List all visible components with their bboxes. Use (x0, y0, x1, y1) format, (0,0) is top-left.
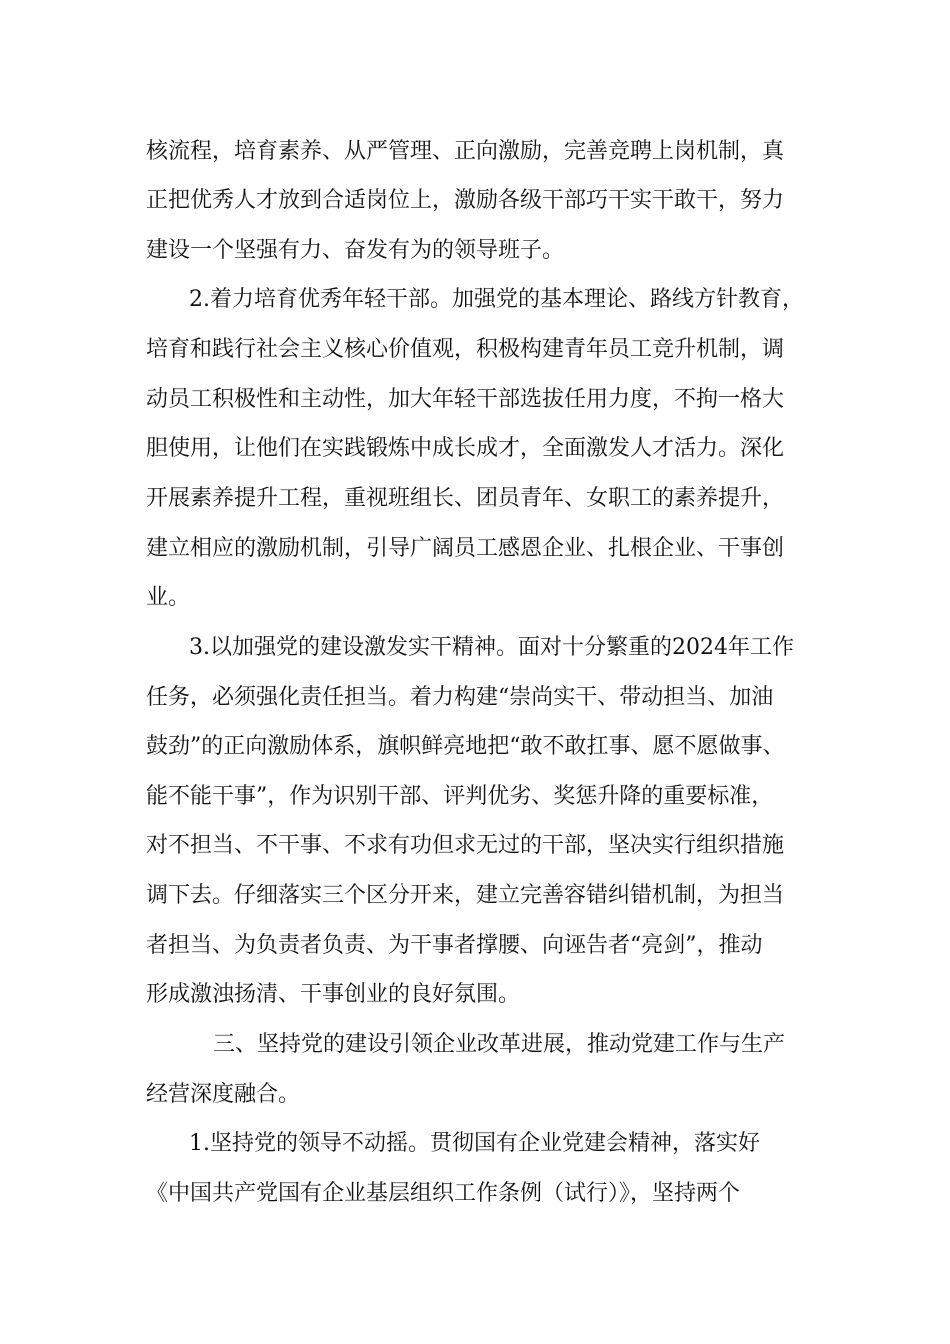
text-line: 正把优秀人才放到合适岗位上，激励各级干部巧干实干敢干，努力 (146, 188, 785, 213)
text-line: 3.以加强党的建设激发实干精神。面对十分繁重的2024年工作 (189, 635, 794, 660)
text-line: 建设一个坚强有力、奋发有为的领导班子。 (146, 238, 565, 263)
text-line: 《中国共产党国有企业基层组织工作条例（试行）》，坚持两个 (146, 1181, 741, 1206)
text-line: 任务，必须强化责任担当。着力构建“崇尚实干、带动担当、加油 (146, 685, 774, 710)
text-line: 业。 (146, 585, 191, 610)
text-line: 者担当、为负责者负责、为干事者撑腰、向诬告者“亮剑”，推动 (146, 933, 763, 958)
text-line: 动员工积极性和主动性，加大年轻干部选拔任用力度，不拘一格大 (146, 387, 785, 412)
text-line: 胆使用，让他们在实践锻炼中成长成才，全面激发人才活力。深化 (146, 436, 785, 461)
text-line: 核流程，培育素养、从严管理、正向激励，完善竞聘上岗机制，真 (146, 139, 785, 164)
text-line: 形成激浊扬清、干事创业的良好氛围。 (146, 982, 521, 1007)
section-heading: 经营深度融合。 (146, 1082, 301, 1107)
text-line: 能不能干事”，作为识别干部、评判优劣、奖惩升降的重要标准， (146, 784, 774, 809)
text-line: 培育和践行社会主义核心价值观，积极构建青年员工竞升机制，调 (146, 337, 785, 362)
text-line: 2.着力培育优秀年轻干部。加强党的基本理论、路线方针教育， (189, 287, 804, 312)
section-heading: 三、坚持党的建设引领企业改革进展，推动党建工作与生产 (213, 1032, 786, 1057)
text-line: 调下去。仔细落实三个区分开来，建立完善容错纠错机制，为担当 (146, 883, 785, 908)
text-line: 1.坚持党的领导不动摇。贯彻国有企业党建会精神，落实好 (189, 1131, 760, 1156)
text-line: 开展素养提升工程，重视班组长、团员青年、女职工的素养提升， (146, 486, 785, 511)
text-line: 建立相应的激励机制，引导广阔员工感恩企业、扎根企业、干事创 (146, 536, 785, 561)
text-line: 对不担当、不干事、不求有功但求无过的干部，坚决实行组织措施 (146, 833, 785, 858)
text-line: 鼓劲”的正向激励体系，旗帜鲜亮地把“敢不敢扛事、愿不愿做事、 (146, 734, 785, 759)
